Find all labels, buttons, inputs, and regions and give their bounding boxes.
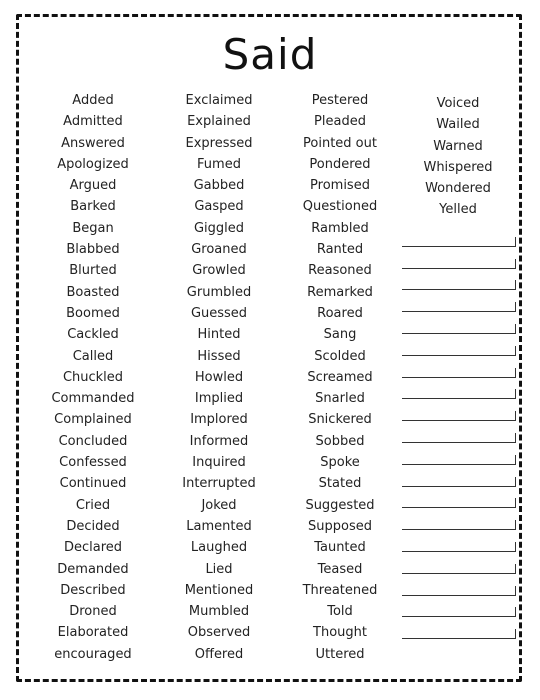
blank-line bbox=[402, 356, 516, 378]
blank-line bbox=[402, 290, 516, 312]
word-item: Expressed bbox=[185, 135, 253, 151]
word-item: Teased bbox=[317, 561, 363, 577]
word-item: Answered bbox=[61, 135, 125, 151]
word-item: Implored bbox=[190, 412, 248, 428]
blank-line bbox=[402, 465, 516, 487]
word-item: Added bbox=[72, 93, 114, 108]
word-item: Explained bbox=[187, 114, 251, 130]
word-item: Apologized bbox=[57, 156, 129, 172]
word-item: Continued bbox=[59, 476, 127, 492]
word-item: Howled bbox=[194, 369, 244, 385]
word-item: Pointed out bbox=[303, 135, 377, 151]
word-item: Boomed bbox=[66, 305, 120, 321]
word-item: Rambled bbox=[311, 220, 369, 236]
word-item: Growled bbox=[192, 263, 246, 279]
word-item: Told bbox=[327, 604, 353, 620]
word-column-4 bbox=[398, 93, 518, 221]
word-item: Pestered bbox=[311, 93, 369, 108]
word-item: Droned bbox=[69, 604, 117, 620]
word-item: Supposed bbox=[308, 518, 372, 534]
word-item: Taunted bbox=[314, 540, 366, 556]
word-item: Lamented bbox=[186, 518, 252, 534]
blank-line bbox=[402, 487, 516, 509]
word-item: Snickered bbox=[308, 412, 372, 428]
blank-line bbox=[402, 225, 516, 247]
word-item: Hissed bbox=[197, 348, 241, 364]
blank-line bbox=[402, 596, 516, 618]
word-item: Spoke bbox=[320, 455, 360, 471]
word-item: Hinted bbox=[197, 327, 241, 343]
word-item: Suggested bbox=[305, 497, 375, 513]
word-item: Gabbed bbox=[193, 178, 245, 194]
word-item: Elaborated bbox=[57, 625, 129, 641]
blank-line bbox=[402, 334, 516, 356]
word-item: Blurted bbox=[69, 263, 117, 279]
word-item: Barked bbox=[70, 199, 116, 215]
word-item: Yelled bbox=[439, 202, 477, 218]
word-item: Reasoned bbox=[308, 263, 372, 279]
blank-line bbox=[402, 378, 516, 400]
word-item: Gasped bbox=[194, 199, 244, 215]
blank-lines bbox=[402, 225, 516, 639]
page-title: Said bbox=[222, 30, 318, 79]
word-item: Stated bbox=[318, 476, 362, 492]
word-item: Mentioned bbox=[184, 582, 254, 598]
word-item: Informed bbox=[189, 433, 249, 449]
word-item: Laughed bbox=[190, 540, 248, 556]
word-item: Declared bbox=[63, 540, 123, 556]
word-item: Inquired bbox=[192, 455, 246, 471]
word-item: Remarked bbox=[307, 284, 373, 300]
blank-line bbox=[402, 530, 516, 552]
word-item: Cackled bbox=[67, 327, 119, 343]
blank-line bbox=[402, 443, 516, 465]
blank-line bbox=[402, 312, 516, 334]
word-item: Exclaimed bbox=[185, 93, 253, 108]
word-item: Joked bbox=[201, 497, 237, 513]
word-item: Commanded bbox=[51, 391, 135, 407]
word-item: Uttered bbox=[315, 646, 365, 662]
word-item: Snarled bbox=[315, 391, 365, 407]
blank-line bbox=[402, 552, 516, 574]
word-item: Offered bbox=[194, 646, 244, 662]
word-item: Grumbled bbox=[186, 284, 252, 300]
word-item: Wondered bbox=[425, 181, 491, 197]
blank-line bbox=[402, 247, 516, 269]
word-item: Admitted bbox=[63, 114, 123, 130]
word-item: Thought bbox=[313, 625, 367, 641]
word-item: Pleaded bbox=[314, 114, 366, 130]
word-item: Described bbox=[60, 582, 126, 598]
word-item: Voiced bbox=[436, 96, 480, 111]
word-item: Called bbox=[72, 348, 114, 364]
word-item: Chuckled bbox=[62, 369, 124, 385]
word-item: Pondered bbox=[309, 156, 371, 172]
word-item: Fumed bbox=[197, 156, 241, 172]
word-item: Sang bbox=[323, 327, 357, 343]
word-item: Concluded bbox=[58, 433, 128, 449]
word-item: Threatened bbox=[302, 582, 378, 598]
word-item: Ranted bbox=[316, 242, 364, 258]
word-item: Blabbed bbox=[66, 242, 120, 258]
word-item: Screamed bbox=[307, 369, 373, 385]
word-column-1 bbox=[33, 90, 153, 665]
word-item: Giggled bbox=[193, 220, 245, 236]
word-item: Mumbled bbox=[188, 604, 250, 620]
blank-line bbox=[402, 269, 516, 291]
word-item: Wailed bbox=[436, 117, 480, 133]
word-item: Roared bbox=[317, 305, 363, 321]
blank-line bbox=[402, 399, 516, 421]
word-item: encouraged bbox=[54, 646, 132, 662]
word-item: Observed bbox=[187, 625, 251, 641]
word-item: Boasted bbox=[66, 284, 120, 300]
word-item: Questioned bbox=[302, 199, 378, 215]
word-item: Confessed bbox=[59, 455, 127, 471]
word-column-3 bbox=[280, 90, 400, 665]
word-item: Cried bbox=[75, 497, 111, 513]
blank-line bbox=[402, 421, 516, 443]
word-item: Groaned bbox=[191, 242, 247, 258]
word-item: Scolded bbox=[314, 348, 366, 364]
blank-line bbox=[402, 508, 516, 530]
word-item: Promised bbox=[310, 178, 370, 194]
word-item: Began bbox=[72, 220, 114, 236]
word-item: Interrupted bbox=[182, 476, 256, 492]
word-item: Lied bbox=[205, 561, 233, 577]
word-item: Demanded bbox=[57, 561, 129, 577]
word-item: Guessed bbox=[190, 305, 248, 321]
word-item: Complained bbox=[54, 412, 132, 428]
word-item: Sobbed bbox=[315, 433, 365, 449]
word-column-2 bbox=[159, 90, 279, 665]
blank-line bbox=[402, 617, 516, 639]
word-item: Implied bbox=[194, 391, 244, 407]
word-item: Argued bbox=[69, 178, 117, 194]
word-item: Whispered bbox=[423, 159, 493, 175]
word-item: Decided bbox=[66, 518, 120, 534]
blank-line bbox=[402, 574, 516, 596]
word-item: Warned bbox=[433, 138, 483, 154]
